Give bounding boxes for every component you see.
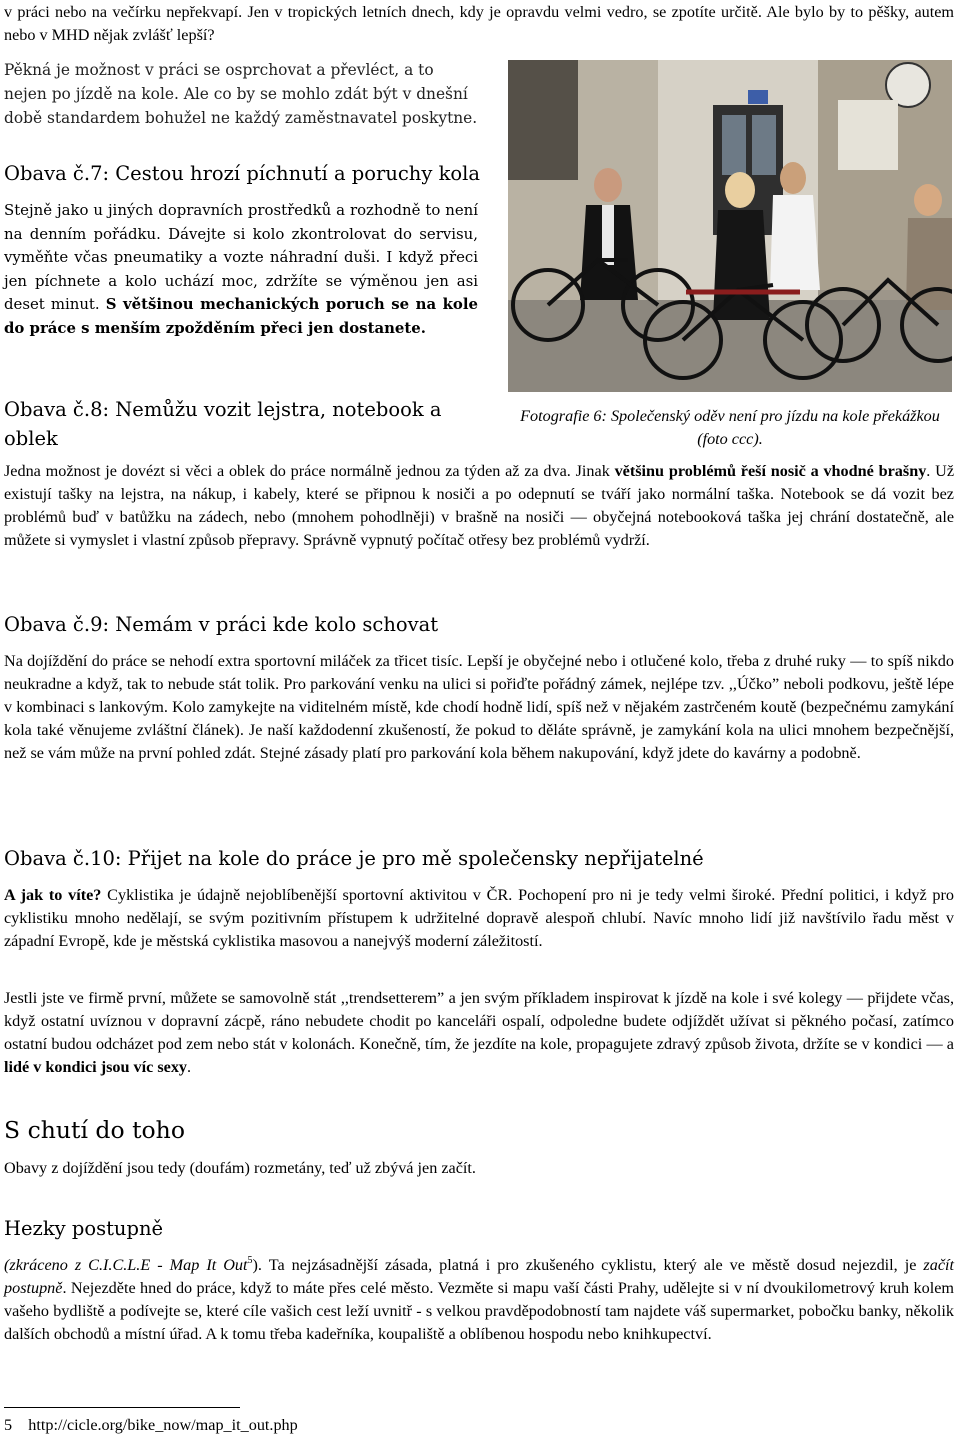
subsection-title: Hezky postupně [4,1217,164,1240]
obava-7-paragraph: Stejně jako u jiných dopravních prostředků a rozhodně to není na denním pořádku. Dávejte si kolo zkontrolovat do servisu, vyměňte včas pneumatiky a vozte náhradní duši. I když přeci jen píchnete a kolo uchází moc, zdržíte se výměnou jen asi deset minut. S většinou mechanických poruch se na kole do práce s menším zpožděním přeci jen dostanete. [4,201,478,337]
obava-10-paragraph-1: A jak to víte? Cyklistika je údajně nejoblíbenější sportovní aktivitou v ČR. Pochopení pro ni je tedy velmi široké. Přední politici, i když pro cyklistiku mnoho nedělají, se svým pozitivním přístupem k udržitelné dopravě alespoň chlubí. Navíc mnoho lidí již navštívilo řadu měst v západní Evropě, kde je městská cyklistika masovou a nanejvýš moderní záležitostí. [4,886,954,950]
cyclists-photo [508,60,952,392]
person-4-head [914,184,942,216]
heading-obava-9: Obava č.9: Nemám v práci kde kolo schovat [4,613,439,636]
footnote-separator [4,1407,240,1408]
subsection-paragraph: (zkráceno z C.I.C.L.E - Map It Out$^5$). Ta nejzásadnější zásada, platná i pro zkušeného cyklistu, který ale ve městě dosud nejezdil, je začít postupně. Nejezděte hned do práce, když to máte přes celé město. Vezměte si mapu vaší části Prahy, udělejte si v ní dvoukilometrový kruh kolem vašeho bydliště a podívejte se, které cíle vašich cest leží uvnitř - s velkou pravděpodobností tam najdete váš supermarket, pobočku banky, několik dalších obchodů a místní úřad. A k tomu třeba kadeřníka, koupaliště a oblíbenou hospodu nebo knihkupectví. [4,1254,954,1343]
person-3-body [770,195,820,290]
obava-9-paragraph: Na dojíždění do práce se nehodí extra sportovní miláček za třicet tisíc. Lepší je obyčejné nebo i otlučené kolo, třeba z druhé ruky — to spíš nikdo neukradne a když, tak to nebude stát tolik. Pro parkování venku na ulici si pořiďte pořádný zámek, nejlépe tzv. ,,Účko” neboli podkovu, ještě lépe v kombinaci s lankovým. Kolo zamykejte na viditelném místě, kde chodí hodně lidí, spíš než v nějakém zastrčeném koutě (bezpečnému zamykání kola také věnujeme zvláštní článek). Je naší každodenní zkušeností, že pokud to děláte správně, je zamykání kola na ulici mnohem bezpečnější, než se vám může na první pohled zdát. Stejné zásady platí pro parkování kola během nakupování, když jdete do kavárny a podobně. [4,652,954,762]
heading-obava-8: Obava č.8: Nemůžu vozit lejstra, notebook a oblek [4,398,442,450]
person-1-head [594,168,622,202]
dark-window [508,60,578,180]
window-pane-1 [722,115,746,175]
footnote [4,1414,298,1436]
heading-obava-10: Obava č.10: Přijet na kole do práce je pro mě společensky nepřijatelné [4,847,704,870]
window-pane-2 [752,115,776,175]
heading-obava-7: Obava č.7: Cestou hrozí píchnutí a poruchy kola [4,162,480,185]
person-3-head [780,162,806,194]
footnote-link[interactable]: http://cicle.org/bike_now/map_it_out.php [28,1416,298,1434]
footnote-reference[interactable]: 5 [247,1254,253,1266]
person-4-body [906,218,952,310]
person-2-head [725,172,755,208]
section-title: S chutí do toho [4,1116,185,1144]
section-paragraph: Obavy z dojíždění jsou tedy (doufám) rozmetány, teď už zbývá jen začít. [4,1159,476,1177]
person-1-shirt [602,205,614,265]
intro-paragraph [4,1,954,47]
footnote-number: 5 [4,1416,13,1434]
white-sign [838,100,898,170]
blue-sign [748,90,768,104]
intro-text: v práci nebo na večírku nepřekvapí. Jen v tropických letních dnech, kdy je opravdu velmi vedro, se zpotíte určitě. Ale bylo by to pěšky, autem nebo v MHD nějak zvlášť lepší? [4,3,954,44]
cyclists-illustration [508,60,952,392]
shower-paragraph: Pěkná je možnost v práci se osprchovat a převléct, a to nejen po jízdě na kole. Ale co by se mohlo zdát být v dnešní době standardem bohužel ne každý zaměstnavatel poskytne. [4,61,478,127]
obava-8-paragraph: Jedna možnost je dovézt si věci a oblek do práce normálně jednou za týden až za dva. Jinak většinu problémů řeší nosič a vhodné brašny. Už existují tašky na lejstra, na nákup, i kabely, které se připnou k nosiči a po odepnutí se tváří jako normální taška. Notebook se dá vozit bez problémů buď v batůžku na zádech, nebo (mnohem pohodlněji) v brašně na nosiči — obyčejná notebooková taška jej chrání dostatečně, ale můžete si vymyslet i vlastní způsob přepravy. Správně vypnutý počítač otřesy bez problémů vydrží. [4,462,954,549]
photo-caption: Fotografie 6: Společenský oděv není pro jízdu na kole překážkou (foto ccc). [520,407,940,448]
obava-10-paragraph-2: Jestli jste ve firmě první, můžete se samovolně stát ,,trendsetterem” a jen svým příkladem inspirovat k jízdě na kole i své kolegy — přijdete včas, když ostatní uvíznou v dopravní zácpě, ráno nebudete chodit po kanceláři ospalí, odpoledne budete odjíždět užívat si pěkného počasí, zatímco ostatní budou odcházet pod zem nebo stát v kolonách. Konečně, tím, že jezdíte na kole, propagujete zdravý způsob života, držíte se v kondici — a lidé v kondici jsou víc sexy. [4,989,954,1076]
